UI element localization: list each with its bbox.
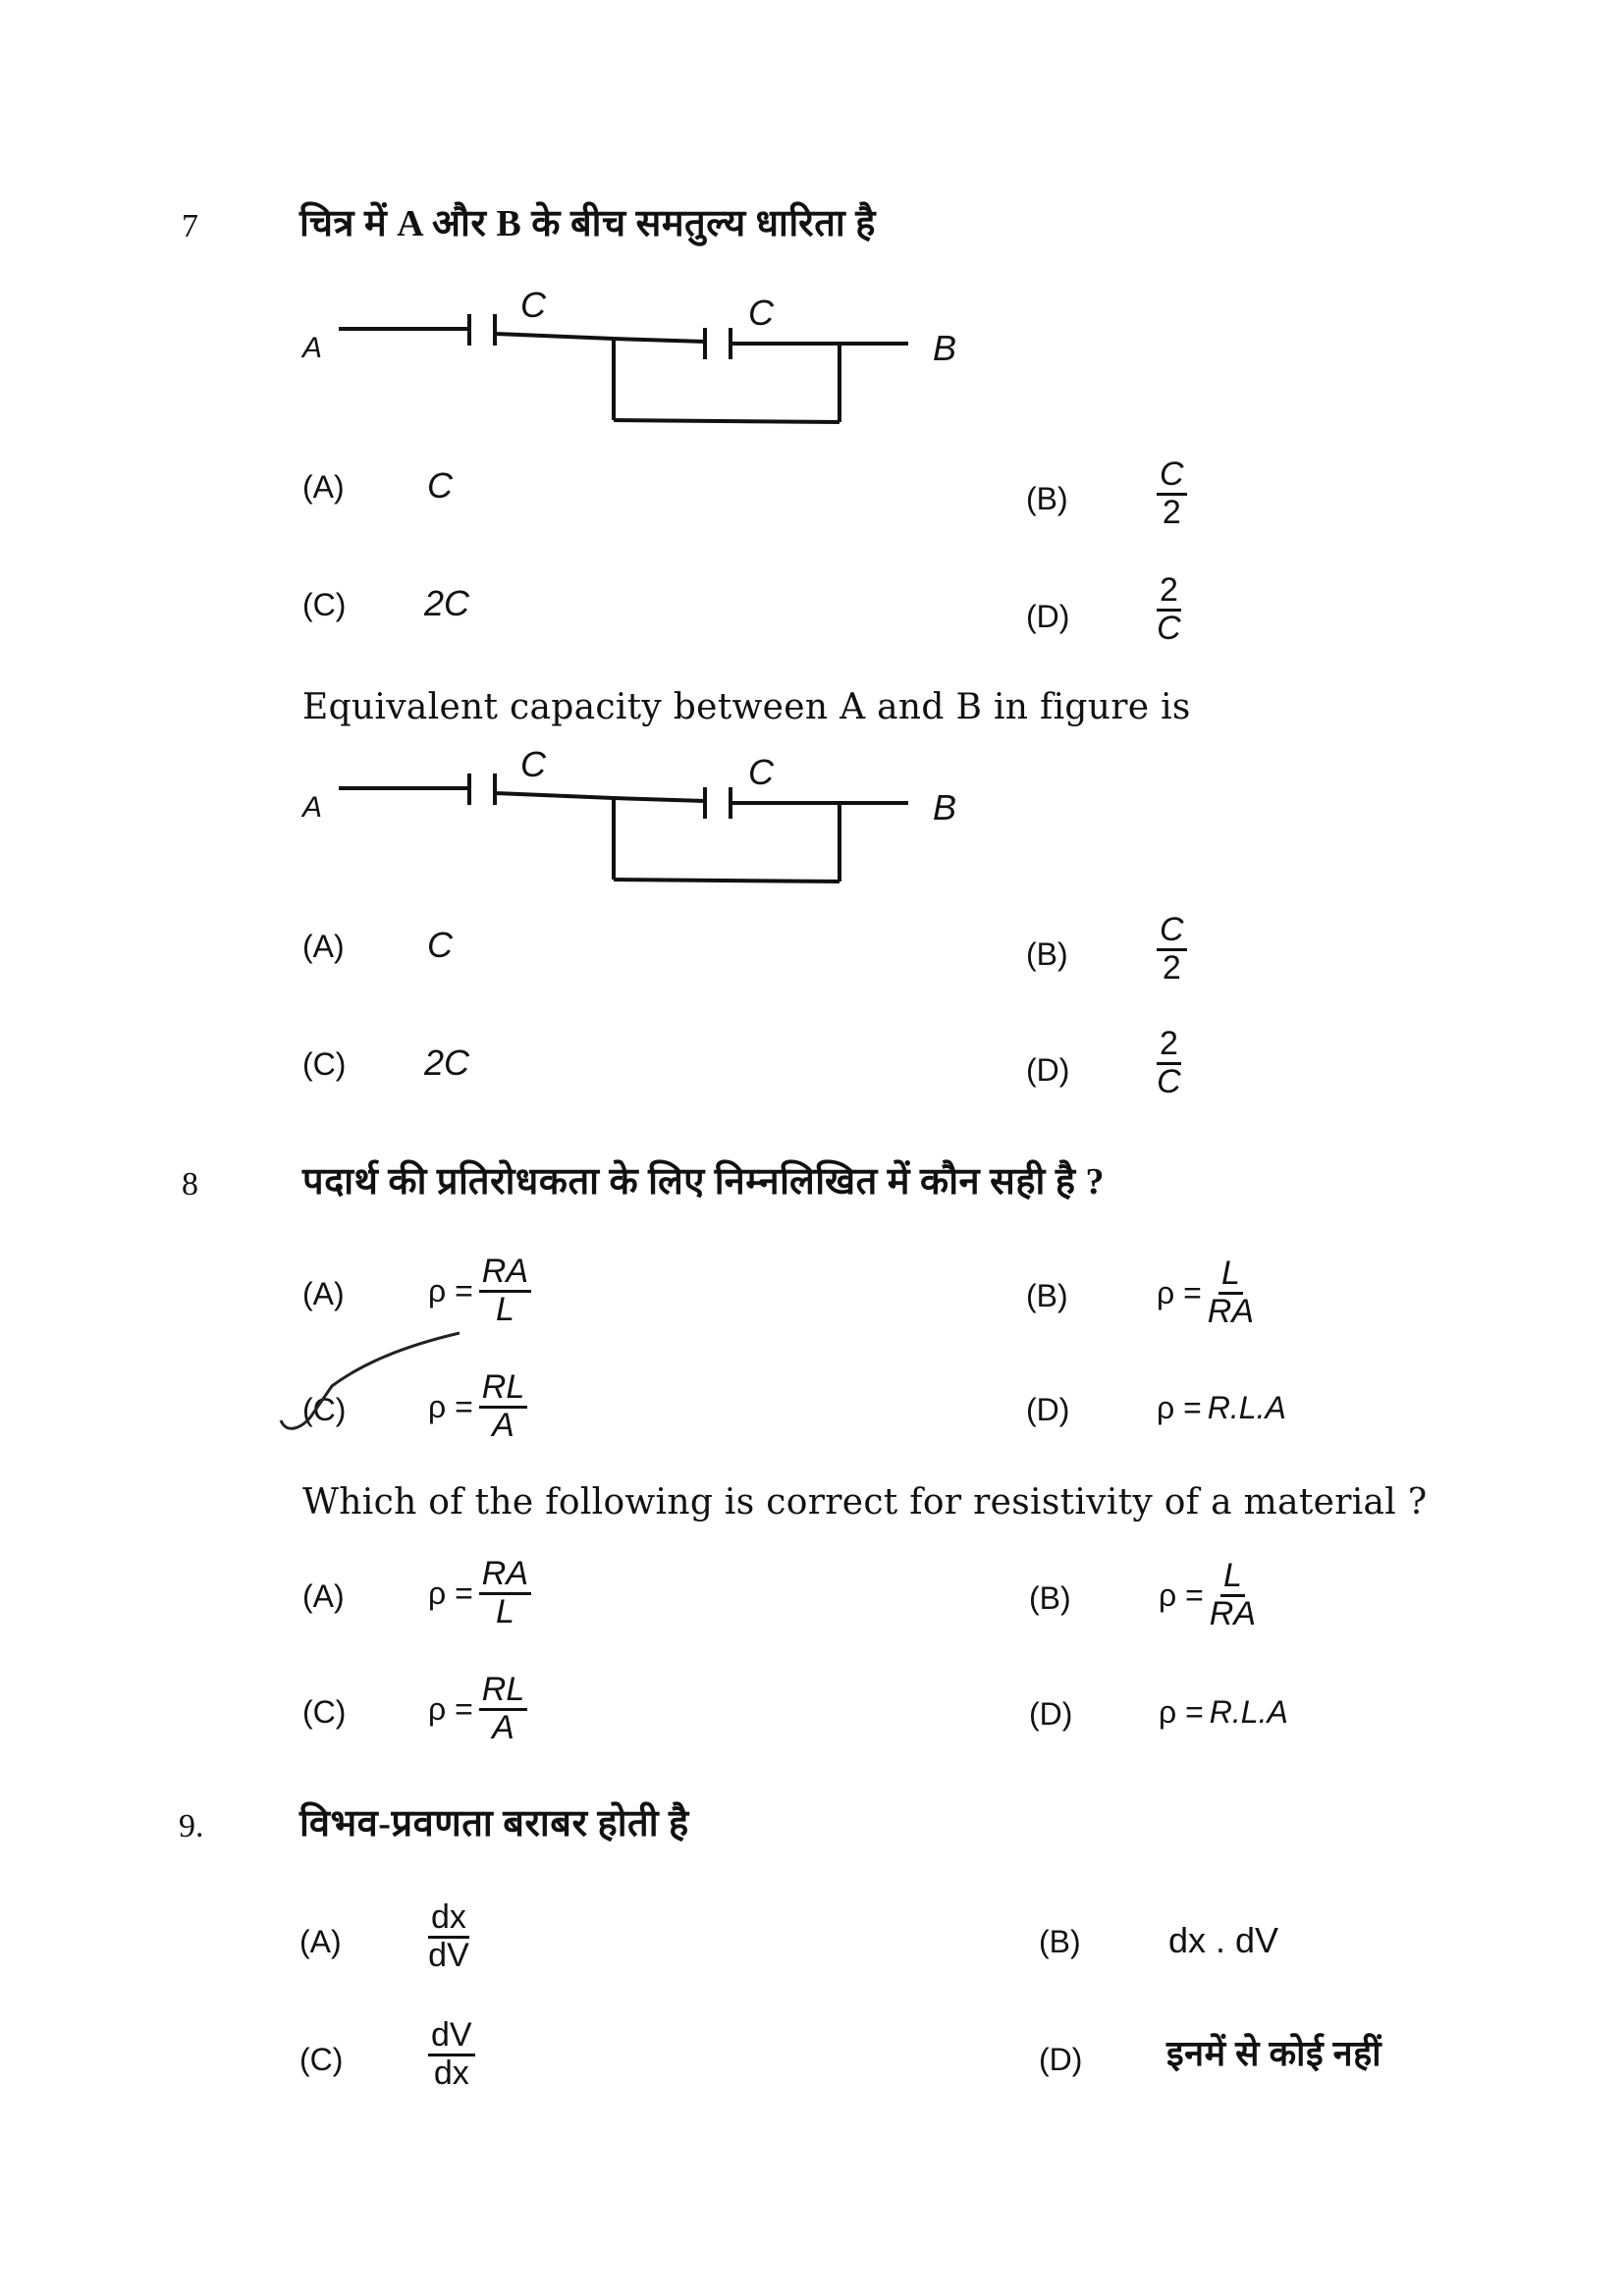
option-label-b[interactable]: (B) <box>1026 936 1068 972</box>
capacitor-2-label: C <box>748 752 774 792</box>
question-text-hindi: चित्र में A और B के बीच समतुल्य धारिता है <box>299 203 876 244</box>
question-number: 9. <box>179 1808 204 1844</box>
option-label-a[interactable]: (A) <box>302 1578 345 1614</box>
fraction-numerator: dx <box>428 1900 469 1939</box>
question-text-hindi: विभव-प्रवणता बराबर होती है <box>299 1803 689 1844</box>
option-label-a[interactable]: (A) <box>299 1924 342 1959</box>
fraction-numerator: RL <box>479 1370 527 1409</box>
fraction-numerator: RA <box>479 1255 531 1293</box>
option-label-d[interactable]: (D) <box>1026 1052 1070 1088</box>
formula-lhs: ρ = <box>428 1690 473 1727</box>
question-text-hindi: पदार्थ की प्रतिरोधकता के लिए निम्नलिखित में कौन सही है ? <box>302 1161 1106 1202</box>
option-formula-a <box>428 1255 531 1327</box>
fraction-denominator: dx <box>433 2054 469 2092</box>
option-value-d: इनमें से कोई नहीं <box>1166 2034 1382 2073</box>
fraction-numerator: RL <box>479 1673 527 1711</box>
capacitor-circuit-diagram-english <box>295 744 982 891</box>
option-value-b: dx . dV <box>1168 1920 1279 1960</box>
formula-lhs: ρ = <box>428 1388 473 1424</box>
option-fraction-a <box>428 1900 469 1973</box>
fraction-denominator: RA <box>1209 1594 1257 1632</box>
fraction-denominator: L <box>495 1290 514 1328</box>
terminal-b-label: B <box>933 328 957 368</box>
fraction-denominator: 2 <box>1162 493 1181 531</box>
formula-lhs: ρ = <box>428 1272 473 1308</box>
option-label-c[interactable]: (C) <box>302 1046 347 1082</box>
option-label-a[interactable]: (A) <box>302 1276 345 1311</box>
terminal-a-label: A <box>302 791 323 824</box>
option-formula-b <box>1157 1256 1254 1329</box>
fraction-denominator: L <box>495 1592 514 1630</box>
formula-lhs: ρ = <box>428 1575 473 1611</box>
formula-rhs: R.L.A <box>1209 1694 1288 1730</box>
option-label-d[interactable]: (D) <box>1026 1392 1070 1427</box>
option-value-c: 2C <box>424 583 470 623</box>
terminal-b-label: B <box>933 787 957 828</box>
option-value-a: C <box>427 925 453 965</box>
capacitor-1-label: C <box>520 285 546 325</box>
option-label-d[interactable]: (D) <box>1039 2042 1083 2077</box>
fraction-denominator: C <box>1157 609 1181 647</box>
option-fraction-b <box>1157 457 1187 530</box>
fraction-numerator: dV <box>428 2018 475 2056</box>
fraction-denominator: A <box>492 1406 514 1444</box>
option-formula-c <box>428 1673 527 1745</box>
capacitor-1-label: C <box>520 744 546 784</box>
fraction-numerator: C <box>1157 913 1187 951</box>
option-label-a[interactable]: (A) <box>302 929 345 964</box>
terminal-a-label: A <box>302 332 323 364</box>
fraction-denominator: RA <box>1207 1292 1255 1330</box>
option-fraction-d <box>1157 573 1181 646</box>
option-fraction-b <box>1157 913 1187 986</box>
option-label-b[interactable]: (B) <box>1039 1924 1081 1959</box>
fraction-numerator: L <box>1218 1256 1243 1295</box>
question-text-english: Which of the following is correct for resistivity of a material ? <box>302 1482 1428 1522</box>
option-formula-a <box>428 1557 531 1629</box>
fraction-numerator: L <box>1220 1559 1245 1597</box>
option-value-a: C <box>427 465 453 506</box>
question-number: 8 <box>182 1166 198 1202</box>
option-label-b[interactable]: (B) <box>1026 1278 1068 1313</box>
option-label-c[interactable]: (C) <box>302 587 347 622</box>
formula-rhs: R.L.A <box>1207 1390 1286 1425</box>
option-label-c[interactable]: (C) <box>302 1392 347 1427</box>
fraction-denominator: 2 <box>1162 948 1181 987</box>
fraction-denominator: C <box>1157 1062 1181 1100</box>
question-number: 7 <box>182 208 198 244</box>
capacitor-2-label: C <box>748 293 774 333</box>
formula-lhs: ρ = <box>1159 1694 1204 1730</box>
fraction-numerator: 2 <box>1157 1027 1181 1065</box>
fraction-denominator: dV <box>428 1936 469 1974</box>
question-text-english: Equivalent capacity between A and B in figure is <box>302 687 1191 727</box>
option-formula-d <box>1157 1390 1286 1426</box>
formula-lhs: ρ = <box>1157 1274 1202 1310</box>
option-formula-d <box>1159 1694 1288 1731</box>
fraction-numerator: RA <box>479 1557 531 1595</box>
option-fraction-d <box>1157 1027 1181 1099</box>
option-label-c[interactable]: (C) <box>299 2042 344 2077</box>
option-label-c[interactable]: (C) <box>302 1694 347 1730</box>
option-label-b[interactable]: (B) <box>1029 1580 1071 1616</box>
option-label-d[interactable]: (D) <box>1026 599 1070 634</box>
option-formula-b <box>1159 1559 1256 1631</box>
option-label-b[interactable]: (B) <box>1026 481 1068 516</box>
formula-lhs: ρ = <box>1157 1390 1202 1425</box>
fraction-numerator: 2 <box>1157 573 1181 612</box>
fraction-numerator: C <box>1157 457 1187 496</box>
capacitor-circuit-diagram <box>295 285 982 432</box>
formula-lhs: ρ = <box>1159 1576 1204 1613</box>
option-formula-c <box>428 1370 527 1443</box>
option-value-c: 2C <box>424 1042 470 1083</box>
option-label-a[interactable]: (A) <box>302 469 345 505</box>
option-fraction-c <box>428 2018 475 2091</box>
fraction-denominator: A <box>492 1708 514 1746</box>
option-label-d[interactable]: (D) <box>1029 1696 1073 1732</box>
